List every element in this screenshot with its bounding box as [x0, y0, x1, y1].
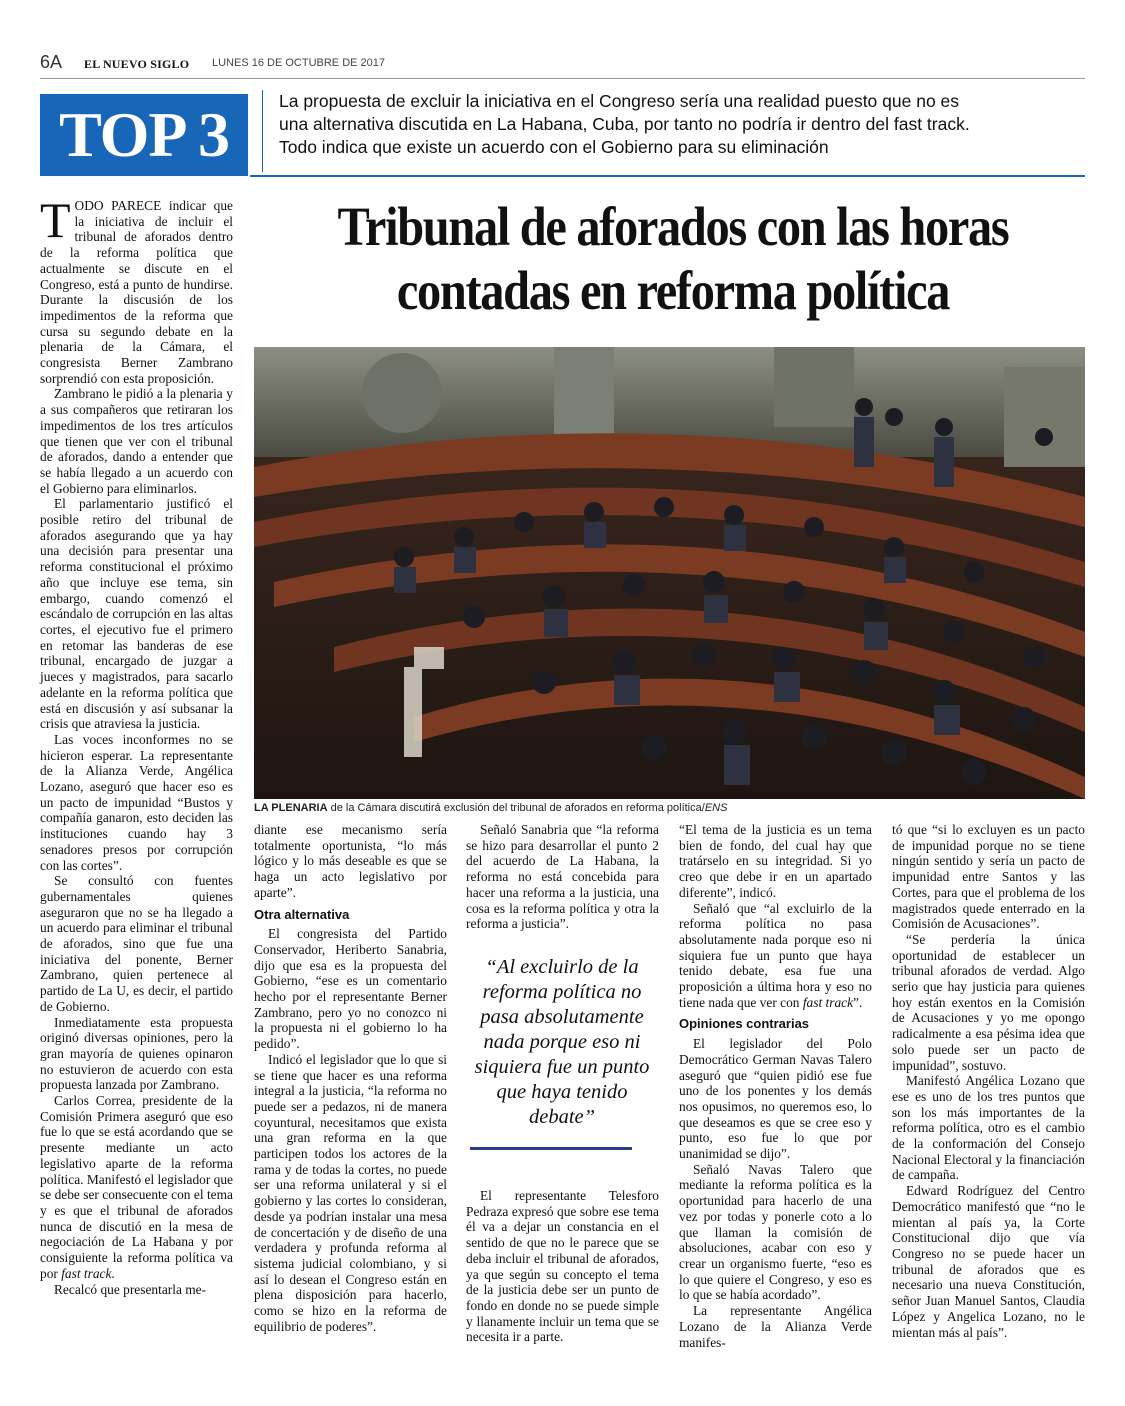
- body-text: Carlos Correa, presidente de la Comisión Primera aseguró que eso fue lo que se está acordando que se presente mediante un acto legislativo aparte de la reforma política. Manifestó el legislador que se debe ser consecuente con el tema y es que el tribunal de aforados nunca de discutió en la mesa de negociación de La Habana y por consiguiente la reforma política va por: [40, 1093, 233, 1281]
- caption-text: de la Cámara discutirá exclusión del tribunal de aforados en reforma política/: [327, 802, 705, 814]
- article-deck: [262, 90, 1088, 172]
- lead-text: indicar que la iniciativa de incluir el tribunal de aforados dentro de la reforma política que actualmente se discute en el Congreso, está a punto de hundirse. Durante la discusión de los impedimentos de la reforma que cursa su segundo debate en la plenaria de la Cámara, el congresista Berner Zambrano sorprendió con esta proposición.: [40, 198, 233, 386]
- body-paragraph: El congresista del Partido Conservador, Heriberto Sanabria, dijo que esa es la propuesta del Gobierno, “ese es un comentario hecho por el representante Berner Zambrano, pero yo no conozco ni la propuesta ni el gobierno lo ha pedido”.: [254, 926, 447, 1052]
- photo-credit: ENS: [704, 802, 728, 814]
- article-column-5: [892, 822, 1085, 1340]
- body-paragraph: Indicó el legislador que lo que si se tiene que hacer es una reforma integral a la justicia, “la reforma no puede ser a pedazos, ni de manera coyuntural, necesitamos que exista una gran reforma en la que participen todos los actores de la rama y de todas la cortes, no puede ser una reforma unilateral y si el gobierno y las cortes lo consideran, desde ya podrían instalar una mesa de concertación y de diseño de una verdadera y profunda reforma al sistema judicial colombiano, y si así lo desean el Congreso están en plena disposición para hacerlo, como se hizo en la reforma de equilibrio de poderes”.: [254, 1051, 447, 1334]
- lead-paragraph: [40, 192, 233, 386]
- body-paragraph: diante ese mecanismo sería totalmente oportunista, “lo más lógico y lo más deseable es que se haga un acto legislativo por aparte”.: [254, 822, 447, 900]
- page-number: 6A: [40, 52, 63, 72]
- headline-line: Tribunal de aforados con las horas: [337, 196, 1009, 257]
- italic-term: fast track: [802, 994, 854, 1010]
- article-column-4: [679, 822, 872, 1350]
- headline: [308, 195, 1038, 323]
- body-paragraph: [40, 1093, 233, 1281]
- body-paragraph: Señaló Navas Talero que mediante la reforma política es la oportunidad para hacerlo de una vez por todas y ponerle coto a lo que llaman la comisión de absoluciones, acabar con eso y crear un organismo fuerte, “eso es lo que quiere el Congreso, y eso es lo que se había acordado”.: [679, 1161, 872, 1303]
- body-paragraph: El representante Telesforo Pedraza expresó que sobre ese tema él va a dejar un constancia en el sentido de que no le parece que se deba incluir el tribunal de aforados, ya que según su concepto el tema de la justicia debe ser un punto de fondo en donde no se puede simple y llanamente incluir un tema que se necesita ir a parte.: [466, 1188, 659, 1345]
- page-folio: [40, 52, 1085, 79]
- body-paragraph: Las voces inconformes no se hicieron esperar. La representante de la Alianza Verde, Angélica Lozano, aseguró que hacer eso es un pacto de impunidad “Bustos y compañía ganaron, esto deciden las instituciones cuando hay 3 senadores presos por corrupción con las cortes”.: [40, 731, 233, 873]
- article-column-2: [254, 822, 447, 1335]
- body-text: ”.: [853, 994, 863, 1010]
- article-column-1: [40, 192, 233, 1297]
- section-tag: TOP 3: [40, 94, 248, 176]
- pull-quote-rule: [470, 1147, 632, 1150]
- article-column-3-bottom: [466, 1188, 659, 1345]
- body-paragraph: La representante Angélica Lozano de la Alianza Verde manifes-: [679, 1303, 872, 1350]
- subhead: Opiniones contrarias: [679, 1016, 810, 1032]
- deck-line: Todo indica que existe un acuerdo con el Gobierno para su eliminación: [279, 137, 829, 157]
- newspaper-name: EL NUEVO SIGLO: [84, 57, 190, 71]
- subhead: Otra alternativa: [254, 906, 350, 922]
- body-paragraph: Recalcó que presentarla me-: [54, 1281, 207, 1297]
- deck-rule: [250, 175, 1085, 177]
- deck-line: La propuesta de excluir la iniciativa en el Congreso sería una realidad puesto que no es: [279, 91, 960, 111]
- plenary-photo: [254, 347, 1085, 799]
- body-paragraph: “El tema de la justicia es un tema bien de fondo, del cual hay que tratárselo en su integridad. Si yo creo que debe ir en un apartado diferente”, indicó.: [679, 822, 872, 900]
- drop-cap: T: [40, 192, 71, 248]
- body-text: Señaló que “al excluirlo de la reforma política no pasa absolutamente nada porque eso ni siquiera fue un punto que haya tenido debate, esa fue una proposición a última hora y eso no tiene nada que ver con: [679, 900, 872, 1010]
- body-paragraph: El parlamentario justificó el posible retiro del tribunal de aforados asegurando que ya hay una decisión para presentar una reforma constitucional el próximo año que incluye ese tema, sin embargo, cuando comenzó el escándalo de corrupción en las altas cortes, el ejecutivo fue el primero en retomar las banderas de ese tribunal, encargado de juzgar a jueces y magistrados, para sacarlo adelante en la reforma política que está en discusión y así subsanar la crisis que atraviesa la justicia.: [40, 496, 233, 732]
- body-paragraph: “Se perdería la única oportunidad de establecer un tribunal aforados de verdad. Algo serio que hay justicia para quienes hoy están exentos en la Comisión de Acusaciones y yo me opongo radicalmente a esa pésima idea que solo puede ser un pacto de impunidad”, sostuvo.: [892, 931, 1085, 1073]
- body-paragraph: Inmediatamente esta propuesta originó diversas opiniones, pero la gran mayoría de quienes opinaron no estuvieron de acuerdo con esta propuesta lanzada por Zambrano.: [40, 1014, 233, 1093]
- article-column-3-top: [466, 822, 659, 932]
- caption-lead: LA PLENARIA: [254, 802, 328, 814]
- photo-caption: [254, 802, 1085, 814]
- body-paragraph: Se consultó con fuentes gubernamentales quienes aseguraron que no se ha llegado a un acuerdo para eliminar el tribunal de aforados, sino que fue una iniciativa del ponente, Berner Zambrano, quien pertenece al partido de La U, es decir, el partido de Gobierno.: [40, 873, 233, 1014]
- body-text: .: [111, 1265, 115, 1281]
- body-paragraph: [679, 901, 872, 1011]
- body-paragraph: El legislador del Polo Democrático German Navas Talero aseguró que “quien pidió ese fue uno de los ponentes y los demás nos opusimos, no queremos eso, lo que deseamos es que se cree eso y punto, eso fue lo que por unanimidad se dijo”.: [679, 1036, 872, 1162]
- body-paragraph: Manifestó Angélica Lozano que ese es uno de los tres puntos que son los más importantes de la reforma política, otro es el cambio de la conformación del Consejo Nacional Electoral y la financiación de campaña.: [892, 1073, 1085, 1183]
- headline-line: contadas en reforma política: [396, 260, 950, 321]
- body-paragraph: Edward Rodríguez del Centro Democrático manifestó que “no le mientan al país ya, la Corte Constitucional dijo que vía Congreso no se puede hacer un tribunal de aforados que es necesario una nueva Constitución, señor Juan Manuel Santos, Claudia López y Angelica Lozano, no le mientan más al país”.: [892, 1183, 1085, 1340]
- pull-quote: “Al excluirlo de la reforma política no pasa absolutamente nada porque eso ni siquiera fue un punto que haya tenido debate”: [474, 956, 650, 1128]
- lead-caps: ODO PARECE: [74, 198, 162, 213]
- italic-term: fast track: [61, 1265, 112, 1281]
- issue-date: LUNES 16 DE OCTUBRE DE 2017: [212, 57, 386, 69]
- plenary-photo-illustration: [254, 347, 1085, 799]
- body-paragraph: Zambrano le pidió a la plenaria y a sus compañeros que retiraran los impedimentos de los tres artículos que tienen que ver con el tribunal de aforados, dando a entender que se había llegado a un acuerdo con el Gobierno para eliminarlos.: [40, 386, 233, 496]
- body-paragraph: tó que “si lo excluyen es un pacto de impunidad porque no se tiene ningún sentido y sería un pacto de impunidad entre Santos y las Cortes, para que el problema de los magistrados quede enterrado en la Comisión de Acusaciones”.: [892, 822, 1085, 932]
- deck-line: una alternativa discutida en La Habana, Cuba, por tanto no podría ir dentro del fast track.: [279, 114, 970, 134]
- body-paragraph: Señaló Sanabria que “la reforma se hizo para desarrollar el punto 2 del acuerdo de La Habana, la reforma no está concebida para hacer una reforma a la justicia, una cosa es la reforma política y otra la reforma a justicia”.: [466, 822, 659, 932]
